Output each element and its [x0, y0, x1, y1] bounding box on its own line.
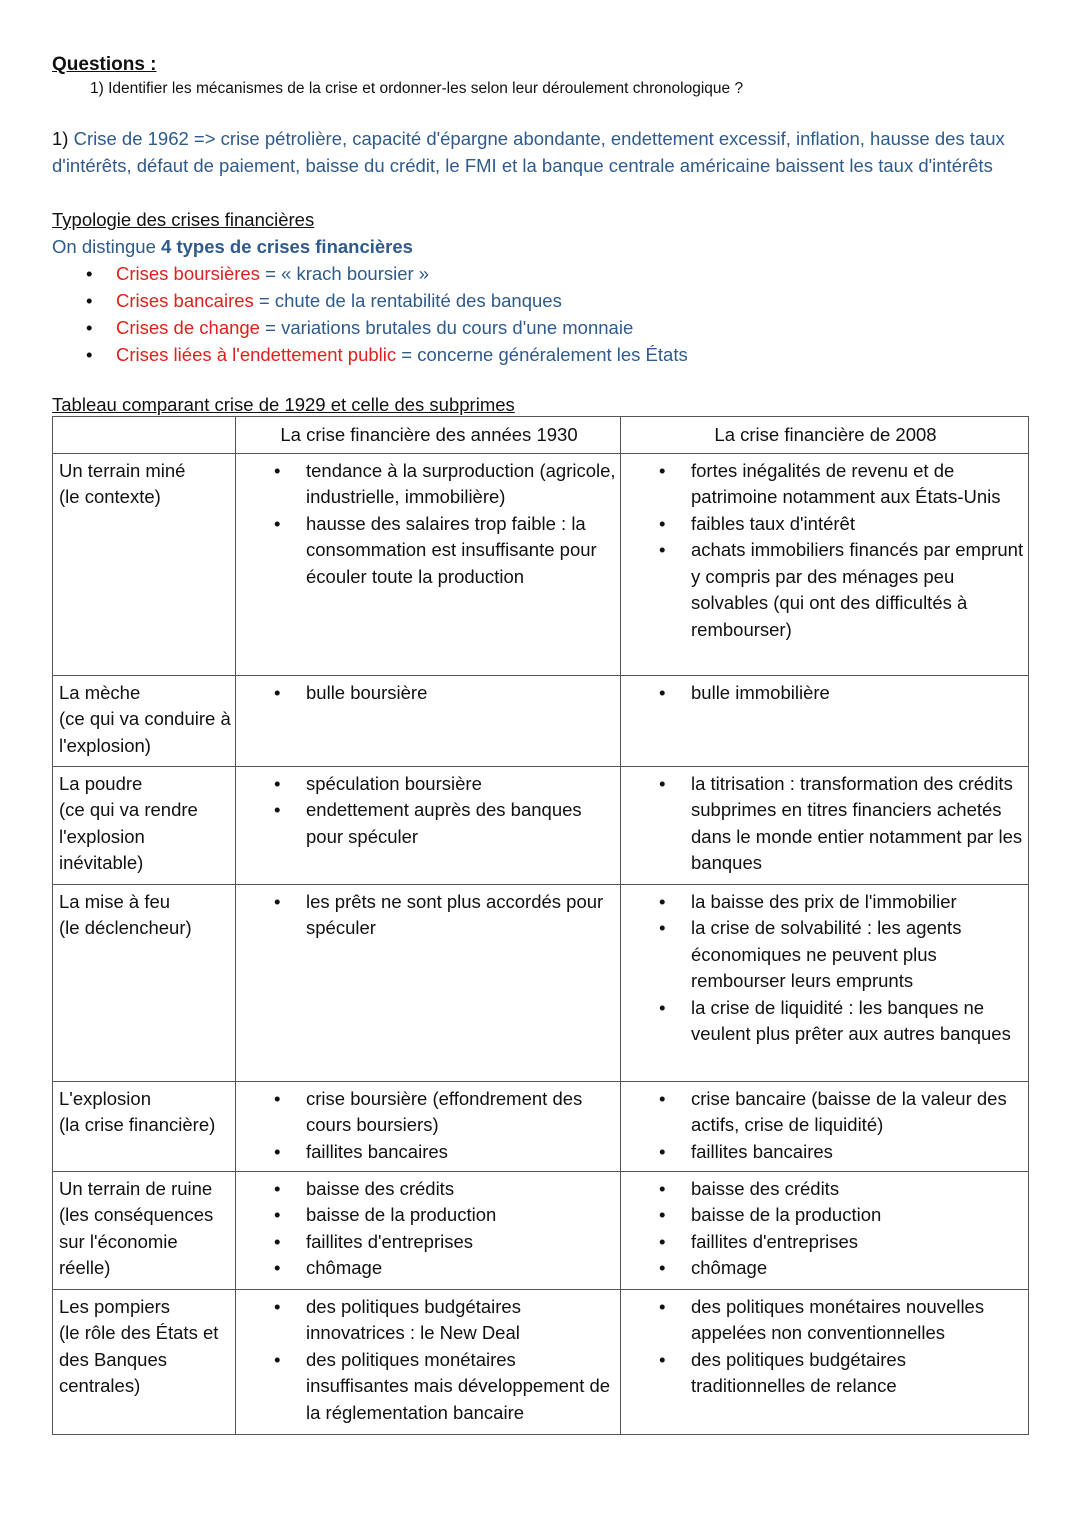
row-label-line: (ce qui va rendre l'explosion inévitable) [59, 799, 198, 873]
table-body [53, 453, 1029, 1434]
cell-2008 [621, 766, 1029, 884]
bullet-icon: • [659, 772, 666, 794]
typology-intro [52, 233, 1032, 260]
document-page [52, 54, 1032, 1435]
typology-item [52, 287, 1032, 314]
header-1930: La crise financière des années 1930 [236, 417, 621, 454]
bullet-icon: • [274, 1348, 281, 1370]
bullet-1930-list [242, 1086, 616, 1166]
row-label-line: (le contexte) [59, 486, 161, 507]
bullet-icon: • [659, 1295, 666, 1317]
bullet-icon: • [86, 263, 93, 284]
bullet-1930-text: tendance à la surproduction (agricole, industrielle, immobilière) [306, 459, 616, 507]
bullet-1930-item [242, 1176, 616, 1203]
bullet-1930-text: des politiques budgétaires innovatrices : le New Deal [306, 1295, 521, 1343]
bullet-2008-item [627, 680, 1024, 707]
bullet-1930-item [242, 680, 616, 707]
header-empty [53, 417, 236, 454]
table-header-row [53, 417, 1029, 454]
bullet-icon: • [274, 1204, 281, 1225]
answer-text: Crise de 1962 => crise pétrolière, capacité d'épargne abondante, endettement excessif, inflation, hausse des taux d'intérêts, défaut de paiement, baisse du crédit, le FMI et la banque centrale américaine baissent les taux d'intérêts [52, 128, 1005, 176]
cell-1930 [236, 1081, 621, 1171]
bullet-1930-text: chômage [306, 1257, 383, 1278]
table-row [53, 1081, 1029, 1171]
bullet-icon: • [274, 1230, 281, 1252]
bullet-2008-list [627, 1294, 1024, 1400]
bullet-2008-text: la titrisation : transformation des crédits subprimes en titres financiers achetés dans le monde entier notamment par les banques [691, 772, 1023, 873]
bullet-2008-item [627, 771, 1024, 877]
typology-def: = chute de la rentabilité des banques [258, 290, 562, 311]
row-label-line: Un terrain de ruine [59, 1177, 213, 1199]
typology-term: Crises de change [116, 317, 260, 338]
bullet-1930-item [242, 1255, 616, 1282]
bullet-icon: • [274, 512, 281, 534]
typology-def: = concerne généralement les États [401, 344, 688, 365]
bullet-icon: • [274, 459, 281, 481]
bullet-2008-text: des politiques budgétaires traditionnelles de relance [691, 1348, 906, 1396]
bullet-2008-item [627, 1229, 1024, 1256]
row-label [53, 1289, 236, 1434]
bullet-1930-text: endettement auprès des banques pour spéculer [306, 799, 582, 847]
table-row [53, 766, 1029, 884]
bullet-2008-list [627, 1086, 1024, 1166]
typology-def: = variations brutales du cours d'une monnaie [265, 317, 634, 338]
bullet-2008-text: baisse des crédits [691, 1177, 840, 1199]
bullet-1930-item [242, 771, 616, 798]
bullet-icon: • [659, 459, 666, 481]
bullet-2008-list [627, 1176, 1024, 1282]
bullet-2008-item [627, 1202, 1024, 1229]
cell-2008 [621, 1081, 1029, 1171]
row-label-line: (le rôle des États et des Banques centrales) [59, 1322, 219, 1396]
bullet-1930-text: les prêts ne sont plus accordés pour spéculer [306, 890, 604, 938]
comparison-table [52, 416, 1029, 1435]
bullet-1930-list [242, 771, 616, 851]
row-label [53, 1171, 236, 1289]
bullet-2008-item [627, 537, 1024, 643]
bullet-icon: • [659, 1087, 666, 1109]
table-row [53, 453, 1029, 675]
row-label-line: La poudre [59, 772, 143, 794]
bullet-1930-item [242, 889, 616, 942]
row-label [53, 1081, 236, 1171]
bullet-2008-text: fortes inégalités de revenu et de patrimoine notamment aux États-Unis [691, 459, 1001, 507]
typology-list [52, 260, 1032, 368]
typology-item [52, 314, 1032, 341]
bullet-icon: • [659, 539, 666, 560]
bullet-icon: • [274, 1257, 281, 1278]
bullet-1930-text: bulle boursière [306, 681, 428, 703]
bullet-2008-text: la crise de liquidité : les banques ne veulent plus prêter aux autres banques [691, 996, 1011, 1044]
bullet-icon: • [86, 317, 93, 338]
cell-2008 [621, 675, 1029, 766]
row-label [53, 766, 236, 884]
bullet-2008-text: la crise de solvabilité : les agents économiques ne peuvent plus rembourser leurs emprunts [691, 917, 962, 991]
bullet-1930-item [242, 1202, 616, 1229]
bullet-1930-text: spéculation boursière [306, 772, 482, 794]
bullet-1930-item [242, 1086, 616, 1139]
bullet-2008-text: faillites d'entreprises [691, 1230, 859, 1252]
bullet-1930-item [242, 1347, 616, 1427]
row-label-line: (ce qui va conduire à l'explosion) [59, 708, 231, 756]
bullet-1930-item [242, 1139, 616, 1166]
bullet-icon: • [659, 1140, 666, 1162]
bullet-1930-list [242, 680, 616, 707]
bullet-2008-text: des politiques monétaires nouvelles appelées non conventionnelles [691, 1295, 985, 1343]
bullet-icon: • [659, 1177, 666, 1199]
row-label-line: (le déclencheur) [59, 917, 192, 938]
row-label-line: Un terrain miné [59, 459, 186, 481]
bullet-1930-list [242, 458, 616, 591]
row-label [53, 675, 236, 766]
bullet-1930-item [242, 458, 616, 511]
bullet-icon: • [659, 996, 666, 1018]
typology-item [52, 260, 1032, 287]
cell-2008 [621, 453, 1029, 675]
typology-term: Crises liées à l'endettement public [116, 344, 397, 365]
bullet-2008-list [627, 771, 1024, 877]
bullet-1930-item [242, 1294, 616, 1347]
bullet-2008-item [627, 889, 1024, 916]
bullet-icon: • [274, 799, 281, 820]
bullet-2008-list [627, 458, 1024, 644]
bullet-icon: • [274, 1087, 281, 1109]
typology-def: = « krach boursier » [265, 263, 430, 284]
typology-item [52, 341, 1032, 368]
bullet-2008-text: achats immobiliers financés par emprunt y compris par des ménages peu solvables (qui ont des difficultés à rembourser) [691, 539, 1024, 640]
bullet-1930-text: des politiques monétaires insuffisantes mais développement de la réglementation bancaire [306, 1348, 611, 1423]
row-label-line: (la crise financière) [59, 1114, 216, 1135]
answer-1 [52, 126, 1032, 179]
bullet-2008-item [627, 1176, 1024, 1203]
bullet-2008-text: bulle immobilière [691, 681, 830, 703]
questions-title: Questions : [52, 54, 157, 75]
bullet-1930-text: hausse des salaires trop faible : la consommation est insuffisante pour écouler toute la production [306, 512, 597, 587]
bullet-2008-text: la baisse des prix de l'immobilier [691, 890, 957, 912]
table-row [53, 1289, 1029, 1434]
bullet-icon: • [274, 681, 281, 703]
bullet-2008-text: faibles taux d'intérêt [691, 512, 855, 534]
answer-number: 1) [52, 128, 69, 149]
row-label [53, 453, 236, 675]
bullet-2008-list [627, 680, 1024, 707]
bullet-1930-text: baisse de la production [306, 1204, 497, 1225]
bullet-icon: • [659, 890, 666, 912]
typology-term: Crises bancaires [116, 290, 254, 311]
bullet-1930-text: faillites d'entreprises [306, 1230, 474, 1252]
bullet-2008-text: crise bancaire (baisse de la valeur des actifs, crise de liquidité) [691, 1087, 1007, 1135]
bullet-2008-text: chômage [691, 1257, 768, 1278]
bullet-1930-text: baisse des crédits [306, 1177, 455, 1199]
cell-1930 [236, 453, 621, 675]
bullet-1930-item [242, 797, 616, 850]
bullet-2008-item [627, 1347, 1024, 1400]
table-row [53, 1171, 1029, 1289]
question-1: 1) Identifier les mécanismes de la crise et ordonner-les selon leur déroulement chronologique ? [90, 80, 744, 97]
cell-2008 [621, 884, 1029, 1081]
bullet-1930-item [242, 1229, 616, 1256]
cell-1930 [236, 884, 621, 1081]
cell-1930 [236, 1171, 621, 1289]
bullet-2008-item [627, 1294, 1024, 1347]
row-label [53, 884, 236, 1081]
cell-1930 [236, 675, 621, 766]
bullet-icon: • [659, 1257, 666, 1278]
bullet-2008-item [627, 915, 1024, 995]
bullet-icon: • [274, 1177, 281, 1199]
bullet-icon: • [86, 290, 93, 311]
bullet-icon: • [659, 512, 666, 534]
cell-1930 [236, 1289, 621, 1434]
row-label-line: L'explosion [59, 1087, 151, 1109]
bullet-icon: • [274, 890, 281, 912]
bullet-1930-list [242, 1176, 616, 1282]
typology-term: Crises boursières [116, 263, 260, 284]
table-row [53, 884, 1029, 1081]
header-2008: La crise financière de 2008 [621, 417, 1029, 454]
typology-intro-prefix: On distingue [52, 236, 156, 257]
bullet-icon: • [86, 344, 93, 365]
bullet-2008-text: baisse de la production [691, 1204, 882, 1225]
row-label-line: La mèche [59, 681, 141, 703]
row-label-line: Les pompiers [59, 1295, 171, 1317]
bullet-2008-item [627, 458, 1024, 511]
cell-1930 [236, 766, 621, 884]
bullet-icon: • [659, 681, 666, 703]
bullet-2008-list [627, 889, 1024, 1048]
cell-2008 [621, 1289, 1029, 1434]
bullet-icon: • [659, 1230, 666, 1252]
bullet-2008-item [627, 1139, 1024, 1166]
row-label-line: La mise à feu [59, 890, 171, 912]
table-title: Tableau comparant crise de 1929 et celle des subprimes [52, 394, 515, 415]
cell-2008 [621, 1171, 1029, 1289]
bullet-icon: • [274, 1295, 281, 1317]
bullet-icon: • [659, 917, 666, 938]
bullet-2008-item [627, 511, 1024, 538]
typology-title: Typologie des crises financières [52, 209, 315, 230]
bullet-icon: • [274, 1140, 281, 1162]
row-label-line: (les conséquences sur l'économie réelle) [59, 1204, 214, 1278]
bullet-2008-text: faillites bancaires [691, 1140, 833, 1162]
bullet-2008-item [627, 1086, 1024, 1139]
table-row [53, 675, 1029, 766]
bullet-1930-text: crise boursière (effondrement des cours boursiers) [306, 1087, 583, 1135]
bullet-icon: • [659, 1204, 666, 1225]
typology-intro-bold: 4 types de crises financières [161, 236, 413, 257]
bullet-1930-item [242, 511, 616, 591]
bullet-1930-list [242, 1294, 616, 1427]
bullet-2008-item [627, 995, 1024, 1048]
bullet-1930-list [242, 889, 616, 942]
bullet-icon: • [659, 1348, 666, 1370]
bullet-icon: • [274, 772, 281, 794]
bullet-2008-item [627, 1255, 1024, 1282]
bullet-1930-text: faillites bancaires [306, 1140, 448, 1162]
